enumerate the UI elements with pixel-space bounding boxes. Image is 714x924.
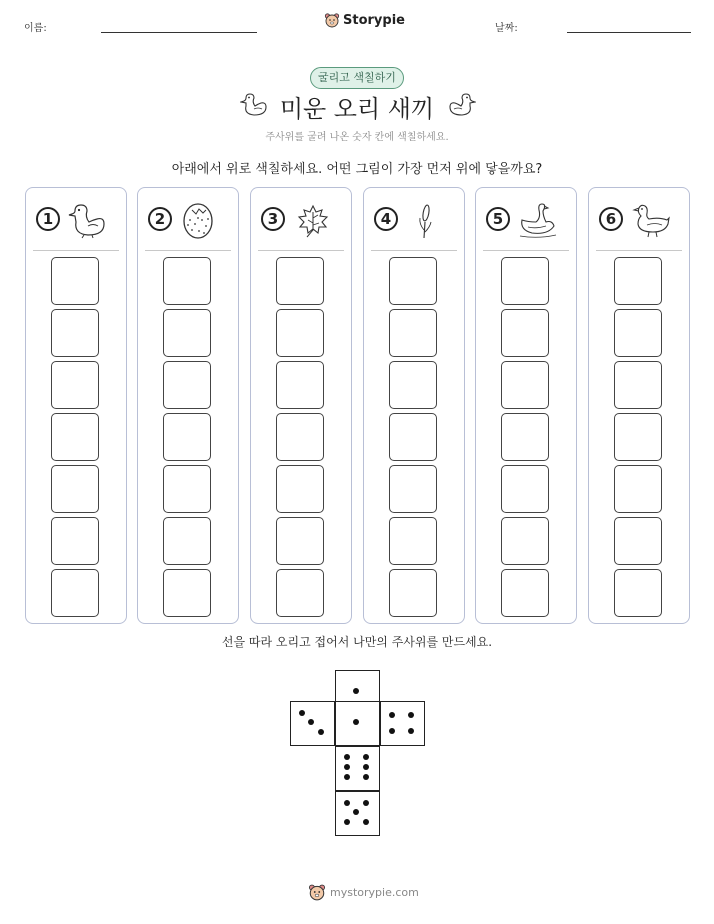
color-box[interactable]	[51, 309, 99, 357]
color-box[interactable]	[501, 465, 549, 513]
die-pip	[389, 712, 395, 718]
track-column-1	[25, 187, 127, 624]
cutout-instruction: 선을 따라 오리고 접어서 나만의 주사위를 만드세요.	[221, 635, 493, 649]
reed-icon	[404, 200, 448, 240]
swan-icon	[516, 200, 560, 240]
color-box[interactable]	[163, 569, 211, 617]
color-box[interactable]	[276, 257, 324, 305]
color-box[interactable]	[614, 413, 662, 461]
column-divider	[258, 250, 344, 251]
color-box[interactable]	[501, 517, 549, 565]
column-header	[589, 188, 689, 251]
color-box[interactable]	[163, 465, 211, 513]
column-divider	[371, 250, 457, 251]
die-pip	[363, 764, 369, 770]
track-column-5	[475, 187, 577, 624]
die-pip	[408, 712, 414, 718]
column-header	[251, 188, 351, 251]
page-title: 미운 오리 새끼	[279, 95, 435, 123]
duckling-icon	[66, 200, 110, 240]
footer-url[interactable]: mystorypie.com	[330, 885, 419, 899]
color-box[interactable]	[163, 309, 211, 357]
color-box[interactable]	[389, 309, 437, 357]
footer	[308, 883, 419, 901]
die-pip	[344, 774, 350, 780]
color-box[interactable]	[163, 413, 211, 461]
color-box[interactable]	[51, 517, 99, 565]
brand-logo	[324, 12, 405, 28]
column-divider	[596, 250, 682, 251]
color-box[interactable]	[51, 361, 99, 409]
color-box[interactable]	[614, 257, 662, 305]
column-header	[26, 188, 126, 251]
die-pip	[308, 719, 314, 725]
track-column-2	[137, 187, 239, 624]
column-divider	[33, 250, 119, 251]
color-box[interactable]	[501, 413, 549, 461]
column-header	[364, 188, 464, 251]
die-face-3	[290, 701, 335, 746]
die-pip	[408, 728, 414, 734]
die-pip	[344, 800, 350, 806]
storypie-bear-icon	[308, 883, 326, 901]
column-number: 1	[36, 207, 60, 231]
color-box[interactable]	[276, 569, 324, 617]
storypie-bear-icon	[324, 12, 340, 28]
color-box[interactable]	[51, 257, 99, 305]
column-divider	[145, 250, 231, 251]
color-box[interactable]	[163, 361, 211, 409]
color-box[interactable]	[501, 309, 549, 357]
egg-icon	[178, 200, 222, 240]
die-pip	[363, 774, 369, 780]
color-box[interactable]	[501, 569, 549, 617]
color-box[interactable]	[501, 257, 549, 305]
color-box[interactable]	[614, 569, 662, 617]
column-divider	[483, 250, 569, 251]
page-subtitle: 주사위를 굴려 나온 숫자 칸에 색칠하세요.	[265, 132, 449, 143]
die-pip	[363, 754, 369, 760]
color-box[interactable]	[614, 361, 662, 409]
date-line[interactable]	[567, 32, 691, 33]
track-column-4	[363, 187, 465, 624]
color-box[interactable]	[614, 465, 662, 513]
color-box[interactable]	[389, 257, 437, 305]
color-box[interactable]	[276, 517, 324, 565]
die-face-4	[380, 701, 425, 746]
color-box[interactable]	[389, 517, 437, 565]
track-column-3	[250, 187, 352, 624]
column-number: 2	[148, 207, 172, 231]
color-box[interactable]	[51, 569, 99, 617]
name-label: 이름:	[24, 23, 47, 34]
column-header	[138, 188, 238, 251]
color-box[interactable]	[276, 465, 324, 513]
die-face-1	[335, 701, 380, 746]
color-box[interactable]	[163, 257, 211, 305]
die-pip	[299, 710, 305, 716]
die-face-6	[335, 746, 380, 791]
die-pip	[389, 728, 395, 734]
activity-tag: 굴리고 색칠하기	[310, 67, 404, 89]
color-box[interactable]	[389, 361, 437, 409]
color-box[interactable]	[389, 569, 437, 617]
column-number: 4	[374, 207, 398, 231]
die-pip	[353, 688, 359, 694]
column-header	[476, 188, 576, 251]
date-label: 날짜:	[495, 23, 518, 34]
color-box[interactable]	[276, 413, 324, 461]
color-box[interactable]	[614, 517, 662, 565]
die-pip	[344, 764, 350, 770]
track-column-6	[588, 187, 690, 624]
die-pip	[363, 819, 369, 825]
die-pip	[363, 800, 369, 806]
die-pip	[353, 809, 359, 815]
die-pip	[344, 754, 350, 760]
brand-name: Storypie	[343, 12, 405, 28]
name-line[interactable]	[101, 32, 257, 33]
color-box[interactable]	[51, 465, 99, 513]
column-number: 3	[261, 207, 285, 231]
color-box[interactable]	[389, 413, 437, 461]
leaf-icon	[291, 200, 335, 240]
die-pip	[344, 819, 350, 825]
color-box[interactable]	[276, 361, 324, 409]
color-box[interactable]	[501, 361, 549, 409]
color-box[interactable]	[51, 413, 99, 461]
duck-icon	[629, 200, 673, 240]
color-box[interactable]	[614, 309, 662, 357]
column-number: 6	[599, 207, 623, 231]
die-pip	[353, 719, 359, 725]
die-face-5	[335, 791, 380, 836]
column-number: 5	[486, 207, 510, 231]
color-box[interactable]	[276, 309, 324, 357]
color-box[interactable]	[389, 465, 437, 513]
instruction-text: 아래에서 위로 색칠하세요. 어떤 그림이 가장 먼저 위에 닿을까요?	[171, 162, 543, 177]
die-pip	[318, 729, 324, 735]
color-box[interactable]	[163, 517, 211, 565]
duckling-right-icon	[446, 92, 476, 118]
